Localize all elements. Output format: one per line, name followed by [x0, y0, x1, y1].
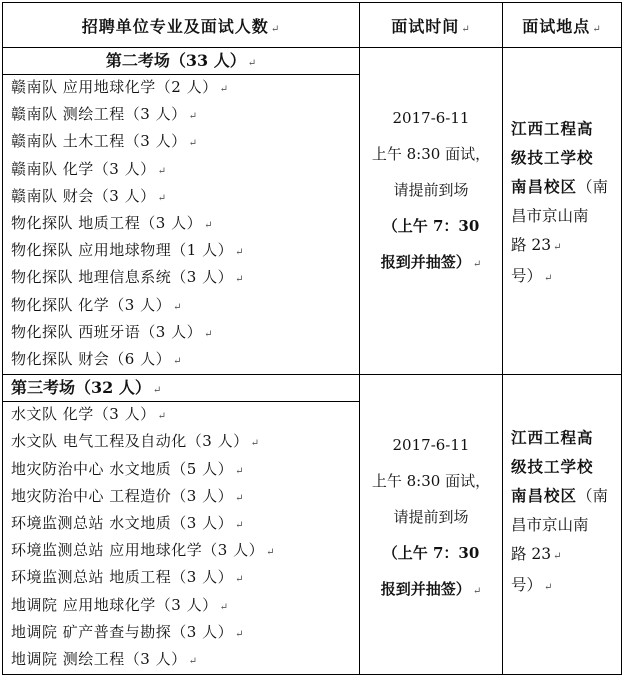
paragraph-mark: ↵ [270, 23, 281, 35]
list-item: 物化探队 地理信息系统（3 人） ↵ [11, 268, 244, 287]
list-item: 环境监测总站 地质工程（3 人） ↵ [11, 568, 244, 587]
list-item: 赣南队 化学（3 人） ↵ [11, 159, 167, 178]
list-item: 环境监测总站 应用地球化学（3 人） ↵ [11, 541, 275, 560]
list-item: 物化探队 应用地球物理（1 人） ↵ [11, 241, 244, 260]
interview-note: 请提前到场 [393, 508, 469, 527]
header-time-label: 面试时间 [391, 16, 460, 36]
list-item: 物化探队 地质工程（3 人） ↵ [11, 214, 213, 233]
paragraph-mark: ↵ [152, 385, 162, 397]
venue-row [3, 48, 622, 375]
interview-date: 2017-6-11 [392, 436, 470, 455]
venue-units-cell [3, 375, 360, 675]
paragraph-mark: ↵ [247, 58, 257, 69]
place-line: 昌市京山南 [511, 516, 589, 535]
place-line: 江西工程高 [511, 119, 594, 138]
venue-item-list [3, 75, 359, 374]
interview-schedule-table [2, 2, 622, 675]
place-line: 昌市京山南 [511, 207, 589, 225]
list-item: 地调院 应用地球化学（3 人） ↵ [11, 595, 229, 614]
list-item: 物化探队 化学（3 人） ↵ [11, 295, 182, 314]
place-line: 江西工程高 [511, 428, 594, 448]
place-line: 南昌校区（南 [511, 177, 609, 196]
list-item: 物化探队 财会（6 人） ↵ [11, 350, 182, 369]
venue-item-list [3, 402, 359, 674]
venue-title: 第三考场（32 人） ↵ [3, 375, 359, 402]
place-line: 路 23 ↵ [511, 236, 562, 254]
header-units [3, 3, 360, 48]
place-line: 号） ↵ [511, 576, 553, 595]
interview-place-cell [503, 375, 622, 675]
list-item: 赣南队 应用地球化学（2 人） ↵ [11, 78, 229, 96]
arrival-time: （上午 7：30 [382, 217, 480, 235]
venue-row [3, 375, 622, 675]
interview-time-cell [360, 375, 503, 675]
arrival-note: 报到并抽签） ↵ [380, 580, 482, 599]
list-item: 地灾防治中心 水文地质（5 人） ↵ [11, 459, 244, 478]
list-item: 赣南队 测绘工程（3 人） ↵ [11, 105, 198, 124]
list-item: 赣南队 土木工程（3 人） ↵ [11, 132, 198, 151]
interview-note: 请提前到场 [393, 181, 469, 199]
place-line: 级技工学校 [511, 148, 594, 167]
header-place-label: 面试地点 [522, 16, 591, 36]
place-line: 级技工学校 [511, 457, 594, 477]
paragraph-mark: ↵ [461, 23, 471, 35]
list-item: 水文队 化学（3 人） ↵ [11, 405, 167, 424]
header-time [360, 3, 503, 48]
list-item: 地灾防治中心 工程造价（3 人） ↵ [11, 486, 244, 505]
interview-time-cell [360, 48, 503, 375]
venue-units-cell [3, 48, 360, 375]
venue-title: 第二考场（33 人） ↵ [3, 48, 359, 75]
list-item: 物化探队 西班牙语（3 人） ↵ [11, 322, 213, 341]
place-line: 南昌校区（南 [511, 486, 609, 506]
paragraph-mark: ↵ [592, 23, 602, 35]
list-item: 赣南队 财会（3 人） ↵ [11, 186, 167, 205]
place-line: 路 23 ↵ [511, 545, 562, 564]
interview-place-cell [503, 48, 622, 375]
arrival-note: 报到并抽签） ↵ [380, 253, 482, 271]
header-place [503, 3, 622, 48]
list-item: 水文队 电气工程及自动化（3 人） ↵ [11, 432, 260, 451]
header-units-label: 招聘单位专业及面试人数 [81, 16, 269, 36]
list-item: 环境监测总站 水文地质（3 人） ↵ [11, 514, 244, 533]
interview-date: 2017-6-11 [392, 109, 470, 127]
header-row [3, 3, 622, 48]
interview-slot: 上午 8:30 面试， [371, 472, 491, 491]
list-item: 地调院 测绘工程（3 人） ↵ [11, 650, 198, 669]
place-line: 号） ↵ [511, 267, 553, 285]
interview-slot: 上午 8:30 面试， [371, 145, 491, 163]
list-item: 地调院 矿产普查与勘探（3 人） ↵ [11, 622, 244, 641]
arrival-time: （上午 7：30 [382, 544, 480, 563]
